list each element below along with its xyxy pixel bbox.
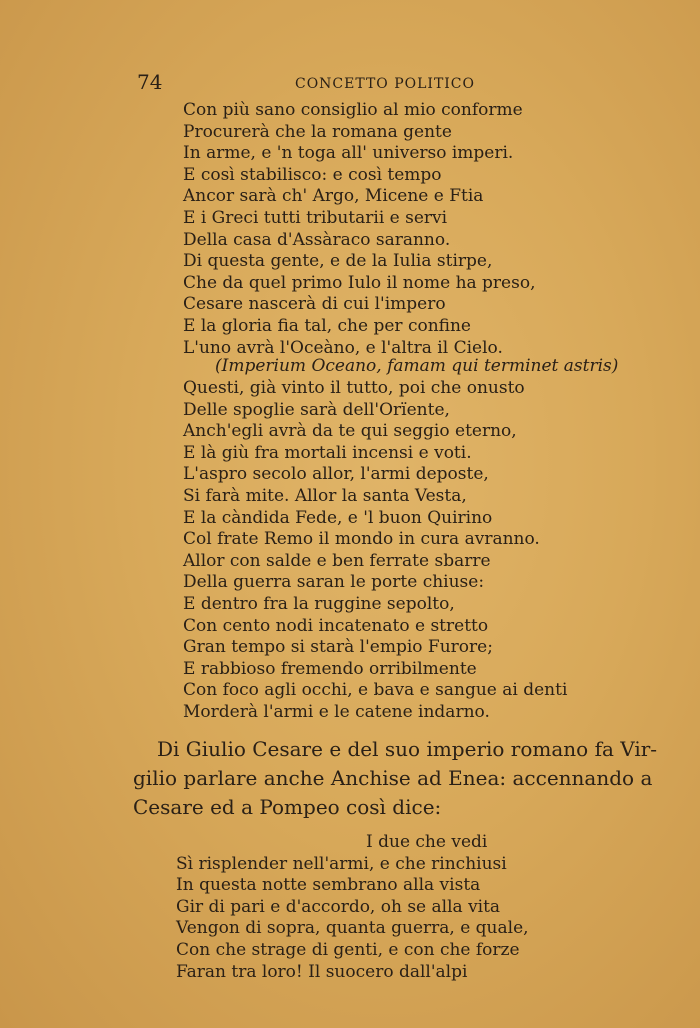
prose-line: Cesare ed a Pompeo così dice: [133,795,442,819]
verse-line: Anch'egli avrà da te qui seggio eterno, [183,421,517,442]
verse-line: I due che vedi [366,832,488,852]
verse-line: Con foco agli occhi, e bava e sangue ai denti [183,680,568,701]
verse-line: In questa notte sembrano alla vista [176,875,481,896]
verse-line: Sì risplender nell'armi, e che rinchiusi [176,853,507,874]
verse-line: E rabbioso fremendo orribilmente [183,658,477,679]
verse-block-3 [176,832,529,983]
verse-line: Si farà mite. Allor la santa Vesta, [183,485,467,506]
latin-quote: (Imperium Oceano, famam qui terminet astris) [215,356,619,376]
running-title: CONCETTO POLITICO [294,76,476,92]
verse-line: Questi, già vinto il tutto, poi che onusto [183,378,525,398]
verse-line: In arme, e 'n toga all' universo imperi. [183,143,514,164]
verse-line: E là giù fra mortali incensi e voti. [183,442,472,463]
verse-line: Gir di pari e d'accordo, oh se alla vita [176,896,501,917]
prose-line: gilio parlare anche Anchise ad Enea: accennando a [133,766,653,790]
verse-line: Con più sano consiglio al mio conforme [183,100,523,120]
verse-line: Con che strage di genti, e con che forze [176,939,520,960]
verse-line: E la gloria fia tal, che per confine [183,315,471,336]
verse-block-1 [183,100,535,359]
verse-line: Della guerra saran le porte chiuse: [183,572,485,593]
verse-line: E i Greci tutti tributarii e servi [183,207,448,228]
verse-block-2 [183,378,567,724]
verse-line: Di questa gente, e de la Iulia stirpe, [183,251,493,272]
verse-line: Delle spoglie sarà dell'Orïente, [183,399,450,420]
verse-line: Allor con salde e ben ferrate sbarre [183,550,491,571]
verse-line: Vengon di sopra, quanta guerra, e quale, [176,918,529,939]
verse-line: Che da quel primo Iulo il nome ha preso, [183,272,536,293]
verse-line: Faran tra loro! Il suocero dall'alpi [176,961,468,982]
verse-line: Morderà l'armi e le catene indarno. [183,701,490,722]
verse-line: E la càndida Fede, e 'l buon Quirino [183,507,493,528]
verse-line: E così stabilisco: e così tempo [183,164,442,185]
verse-line: Cesare nascerà di cui l'impero [183,294,446,315]
verse-line: Procurerà che la romana gente [183,121,452,142]
verse-line: E dentro fra la ruggine sepolto, [183,593,455,614]
verse-line: Con cento nodi incatenato e stretto [183,615,489,636]
verse-line: Della casa d'Assàraco saranno. [183,229,451,250]
prose-line: Di Giulio Cesare e del suo imperio romano fa Vir- [157,737,658,761]
verse-line: Gran tempo si starà l'empio Furore; [183,637,493,658]
verse-line: Ancor sarà ch' Argo, Micene e Ftia [183,186,484,207]
verse-line: Col frate Remo il mondo in cura avranno. [183,529,540,550]
verse-line: L'uno avrà l'Oceàno, e l'altra il Cielo. [183,337,503,358]
prose-paragraph [133,735,658,822]
verse-line: L'aspro secolo allor, l'armi deposte, [183,464,489,485]
page-number: 74 [137,70,163,94]
